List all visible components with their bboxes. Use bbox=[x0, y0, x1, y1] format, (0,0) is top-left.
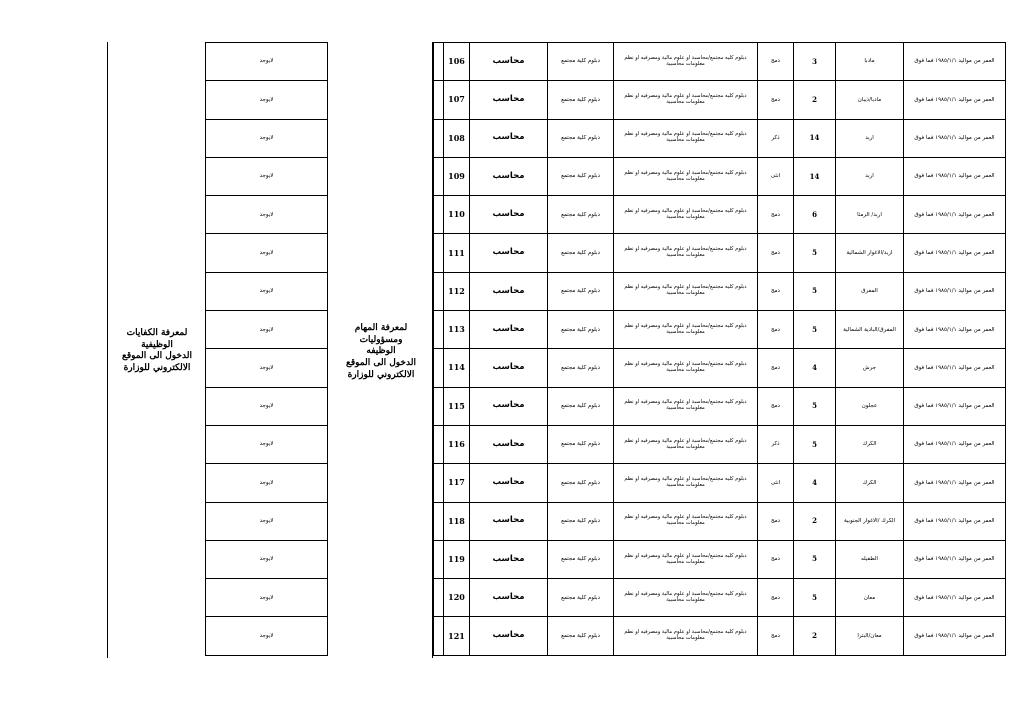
notes-row bbox=[206, 425, 328, 463]
degree-cell: دبلوم كلية مجتمع bbox=[548, 119, 614, 157]
row-number: 119 bbox=[444, 540, 470, 578]
notes-row bbox=[206, 43, 328, 81]
age-cell: العمر من مواليد ١٩٨٥/١/١ فما فوق bbox=[904, 540, 1006, 578]
notes-row bbox=[206, 272, 328, 310]
notes-row bbox=[206, 349, 328, 387]
table-row bbox=[434, 349, 1006, 387]
location-cell: المفرق/البادية الشمالية bbox=[836, 311, 904, 349]
note-cell: لايوجد bbox=[206, 425, 328, 463]
table-row bbox=[434, 234, 1006, 272]
count-cell: 3 bbox=[794, 43, 836, 81]
note-cell: لايوجد bbox=[206, 387, 328, 425]
location-cell: اربد/ الرمثا bbox=[836, 196, 904, 234]
gender-cell: دمج bbox=[758, 579, 794, 617]
gender-cell: ذكر bbox=[758, 425, 794, 463]
table-row bbox=[434, 502, 1006, 540]
note-cell: لايوجد bbox=[206, 234, 328, 272]
table-row bbox=[434, 387, 1006, 425]
job-title: محاسب bbox=[470, 43, 548, 81]
age-cell: العمر من مواليد ١٩٨٥/١/١ فما فوق bbox=[904, 272, 1006, 310]
notes-table bbox=[205, 42, 328, 656]
location-cell: اربد/الاغوار الشمالية bbox=[836, 234, 904, 272]
competencies-line-1: لمعرفة الكفايات الوظيفية bbox=[126, 328, 188, 350]
qualification-cell: دبلوم كليه مجتمع/محاسبة او علوم مالية ومصرفيه او نظم معلومات محاسبية bbox=[614, 43, 758, 81]
gender-cell: دمج bbox=[758, 43, 794, 81]
qualification-cell: دبلوم كليه مجتمع/محاسبة او علوم مالية ومصرفيه او نظم معلومات محاسبية bbox=[614, 119, 758, 157]
gender-cell: دمج bbox=[758, 311, 794, 349]
note-cell: لايوجد bbox=[206, 43, 328, 81]
row-number: 112 bbox=[444, 272, 470, 310]
blank-cell bbox=[434, 81, 444, 119]
location-cell: مادبا bbox=[836, 43, 904, 81]
job-title: محاسب bbox=[470, 196, 548, 234]
count-cell: 5 bbox=[794, 540, 836, 578]
count-cell: 5 bbox=[794, 234, 836, 272]
job-title: محاسب bbox=[470, 81, 548, 119]
notes-row bbox=[206, 387, 328, 425]
row-number: 114 bbox=[444, 349, 470, 387]
job-title: محاسب bbox=[470, 311, 548, 349]
note-cell: لايوجد bbox=[206, 272, 328, 310]
row-number: 106 bbox=[444, 43, 470, 81]
blank-cell bbox=[434, 196, 444, 234]
notes-row bbox=[206, 464, 328, 502]
age-cell: العمر من مواليد ١٩٨٥/١/١ فما فوق bbox=[904, 579, 1006, 617]
row-number: 120 bbox=[444, 579, 470, 617]
notes-row bbox=[206, 311, 328, 349]
competencies-line-3: الالكتروني للوزارة bbox=[123, 363, 191, 374]
count-cell: 6 bbox=[794, 196, 836, 234]
row-number: 108 bbox=[444, 119, 470, 157]
qualification-cell: دبلوم كليه مجتمع/محاسبة او علوم مالية ومصرفيه او نظم معلومات محاسبية bbox=[614, 425, 758, 463]
count-cell: 2 bbox=[794, 617, 836, 655]
location-cell: معان/البترا bbox=[836, 617, 904, 655]
degree-cell: دبلوم كلية مجتمع bbox=[548, 157, 614, 195]
age-cell: العمر من مواليد ١٩٨٥/١/١ فما فوق bbox=[904, 157, 1006, 195]
degree-cell: دبلوم كلية مجتمع bbox=[548, 579, 614, 617]
blank-cell bbox=[434, 119, 444, 157]
blank-cell bbox=[434, 387, 444, 425]
gender-cell: دمج bbox=[758, 234, 794, 272]
notes-row bbox=[206, 502, 328, 540]
table-row bbox=[434, 579, 1006, 617]
blank-cell bbox=[434, 579, 444, 617]
job-title: محاسب bbox=[470, 425, 548, 463]
degree-cell: دبلوم كلية مجتمع bbox=[548, 311, 614, 349]
blank-cell bbox=[434, 617, 444, 655]
job-title: محاسب bbox=[470, 464, 548, 502]
gender-cell: انثى bbox=[758, 157, 794, 195]
notes-row bbox=[206, 617, 328, 655]
blank-cell bbox=[434, 464, 444, 502]
qualification-cell: دبلوم كليه مجتمع/محاسبة او علوم مالية ومصرفيه او نظم معلومات محاسبية bbox=[614, 234, 758, 272]
table-row bbox=[434, 272, 1006, 310]
note-cell: لايوجد bbox=[206, 349, 328, 387]
degree-cell: دبلوم كلية مجتمع bbox=[548, 425, 614, 463]
blank-cell bbox=[434, 502, 444, 540]
location-cell: اربد bbox=[836, 157, 904, 195]
tasks-line-3: الدخول الى الموقع bbox=[346, 358, 416, 369]
note-cell: لايوجد bbox=[206, 196, 328, 234]
row-number: 121 bbox=[444, 617, 470, 655]
job-title: محاسب bbox=[470, 272, 548, 310]
age-cell: العمر من مواليد ١٩٨٥/١/١ فما فوق bbox=[904, 119, 1006, 157]
blank-cell bbox=[434, 272, 444, 310]
notes-row bbox=[206, 579, 328, 617]
count-cell: 5 bbox=[794, 425, 836, 463]
notes-row bbox=[206, 81, 328, 119]
degree-cell: دبلوم كلية مجتمع bbox=[548, 464, 614, 502]
age-cell: العمر من مواليد ١٩٨٥/١/١ فما فوق bbox=[904, 43, 1006, 81]
tasks-line-2: الوظيفه bbox=[366, 346, 396, 357]
row-number: 109 bbox=[444, 157, 470, 195]
location-cell: معان bbox=[836, 579, 904, 617]
job-title: محاسب bbox=[470, 617, 548, 655]
note-cell: لايوجد bbox=[206, 119, 328, 157]
tasks-line-4: الالكتروني للوزارة bbox=[347, 369, 415, 380]
qualification-cell: دبلوم كليه مجتمع/محاسبة او علوم مالية ومصرفيه او نظم معلومات محاسبية bbox=[614, 349, 758, 387]
job-title: محاسب bbox=[470, 119, 548, 157]
qualification-cell: دبلوم كليه مجتمع/محاسبة او علوم مالية ومصرفيه او نظم معلومات محاسبية bbox=[614, 464, 758, 502]
degree-cell: دبلوم كلية مجتمع bbox=[548, 617, 614, 655]
row-number: 118 bbox=[444, 502, 470, 540]
note-cell: لايوجد bbox=[206, 502, 328, 540]
note-cell: لايوجد bbox=[206, 311, 328, 349]
age-cell: العمر من مواليد ١٩٨٥/١/١ فما فوق bbox=[904, 196, 1006, 234]
left-page-border bbox=[107, 42, 108, 658]
qualification-cell: دبلوم كليه مجتمع/محاسبة او علوم مالية ومصرفيه او نظم معلومات محاسبية bbox=[614, 502, 758, 540]
degree-cell: دبلوم كلية مجتمع bbox=[548, 81, 614, 119]
count-cell: 5 bbox=[794, 311, 836, 349]
location-cell: المفرق bbox=[836, 272, 904, 310]
age-cell: العمر من مواليد ١٩٨٥/١/١ فما فوق bbox=[904, 464, 1006, 502]
count-cell: 4 bbox=[794, 349, 836, 387]
table-row bbox=[434, 464, 1006, 502]
age-cell: العمر من مواليد ١٩٨٥/١/١ فما فوق bbox=[904, 311, 1006, 349]
tasks-line-1: لمعرفة المهام ومسؤوليات bbox=[354, 323, 408, 345]
gender-cell: دمج bbox=[758, 502, 794, 540]
table-row bbox=[434, 196, 1006, 234]
gender-cell: دمج bbox=[758, 272, 794, 310]
location-cell: مادبا/ذيبان bbox=[836, 81, 904, 119]
age-cell: العمر من مواليد ١٩٨٥/١/١ فما فوق bbox=[904, 349, 1006, 387]
count-cell: 5 bbox=[794, 579, 836, 617]
degree-cell: دبلوم كلية مجتمع bbox=[548, 272, 614, 310]
row-number: 116 bbox=[444, 425, 470, 463]
age-cell: العمر من مواليد ١٩٨٥/١/١ فما فوق bbox=[904, 387, 1006, 425]
count-cell: 5 bbox=[794, 387, 836, 425]
row-number: 115 bbox=[444, 387, 470, 425]
age-cell: العمر من مواليد ١٩٨٥/١/١ فما فوق bbox=[904, 617, 1006, 655]
location-cell: الكرك bbox=[836, 464, 904, 502]
table-row bbox=[434, 43, 1006, 81]
degree-cell: دبلوم كلية مجتمع bbox=[548, 234, 614, 272]
gender-cell: انثى bbox=[758, 464, 794, 502]
gender-cell: دمج bbox=[758, 617, 794, 655]
tasks-note bbox=[333, 323, 429, 381]
jobs-table bbox=[433, 42, 1006, 656]
table-row bbox=[434, 540, 1006, 578]
blank-cell bbox=[434, 540, 444, 578]
degree-cell: دبلوم كلية مجتمع bbox=[548, 502, 614, 540]
degree-cell: دبلوم كلية مجتمع bbox=[548, 387, 614, 425]
competencies-line-2: الدخول الى الموقع bbox=[122, 351, 192, 362]
row-number: 111 bbox=[444, 234, 470, 272]
competencies-note bbox=[110, 328, 204, 375]
location-cell: جرش bbox=[836, 349, 904, 387]
table-row bbox=[434, 311, 1006, 349]
row-number: 113 bbox=[444, 311, 470, 349]
location-cell: الكرك /الاغوار الجنوبية bbox=[836, 502, 904, 540]
location-cell: الكرك bbox=[836, 425, 904, 463]
notes-row bbox=[206, 157, 328, 195]
age-cell: العمر من مواليد ١٩٨٥/١/١ فما فوق bbox=[904, 502, 1006, 540]
note-cell: لايوجد bbox=[206, 617, 328, 655]
job-title: محاسب bbox=[470, 579, 548, 617]
job-title: محاسب bbox=[470, 234, 548, 272]
count-cell: 5 bbox=[794, 272, 836, 310]
gender-cell: دمج bbox=[758, 387, 794, 425]
qualification-cell: دبلوم كليه مجتمع/محاسبة او علوم مالية ومصرفيه او نظم معلومات محاسبية bbox=[614, 540, 758, 578]
degree-cell: دبلوم كلية مجتمع bbox=[548, 540, 614, 578]
table-row bbox=[434, 425, 1006, 463]
qualification-cell: دبلوم كليه مجتمع/محاسبة او علوم مالية ومصرفيه او نظم معلومات محاسبية bbox=[614, 617, 758, 655]
table-row bbox=[434, 81, 1006, 119]
notes-row bbox=[206, 234, 328, 272]
table-row bbox=[434, 617, 1006, 655]
note-cell: لايوجد bbox=[206, 157, 328, 195]
qualification-cell: دبلوم كليه مجتمع/محاسبة او علوم مالية ومصرفيه او نظم معلومات محاسبية bbox=[614, 272, 758, 310]
table-row bbox=[434, 119, 1006, 157]
notes-row bbox=[206, 119, 328, 157]
table-row bbox=[434, 157, 1006, 195]
blank-cell bbox=[434, 425, 444, 463]
age-cell: العمر من مواليد ١٩٨٥/١/١ فما فوق bbox=[904, 234, 1006, 272]
row-number: 117 bbox=[444, 464, 470, 502]
qualification-cell: دبلوم كليه مجتمع/محاسبة او علوم مالية ومصرفيه او نظم معلومات محاسبية bbox=[614, 387, 758, 425]
note-cell: لايوجد bbox=[206, 81, 328, 119]
blank-cell bbox=[434, 157, 444, 195]
qualification-cell: دبلوم كليه مجتمع/محاسبة او علوم مالية ومصرفيه او نظم معلومات محاسبية bbox=[614, 579, 758, 617]
count-cell: 2 bbox=[794, 81, 836, 119]
qualification-cell: دبلوم كليه مجتمع/محاسبة او علوم مالية ومصرفيه او نظم معلومات محاسبية bbox=[614, 196, 758, 234]
job-title: محاسب bbox=[470, 540, 548, 578]
age-cell: العمر من مواليد ١٩٨٥/١/١ فما فوق bbox=[904, 425, 1006, 463]
job-title: محاسب bbox=[470, 349, 548, 387]
gender-cell: دمج bbox=[758, 540, 794, 578]
gender-cell: دمج bbox=[758, 81, 794, 119]
age-cell: العمر من مواليد ١٩٨٥/١/١ فما فوق bbox=[904, 81, 1006, 119]
blank-cell bbox=[434, 311, 444, 349]
row-number: 110 bbox=[444, 196, 470, 234]
job-title: محاسب bbox=[470, 387, 548, 425]
row-number: 107 bbox=[444, 81, 470, 119]
degree-cell: دبلوم كلية مجتمع bbox=[548, 196, 614, 234]
location-cell: عجلون bbox=[836, 387, 904, 425]
location-cell: اربد bbox=[836, 119, 904, 157]
blank-cell bbox=[434, 349, 444, 387]
qualification-cell: دبلوم كليه مجتمع/محاسبة او علوم مالية ومصرفيه او نظم معلومات محاسبية bbox=[614, 81, 758, 119]
count-cell: 4 bbox=[794, 464, 836, 502]
count-cell: 14 bbox=[794, 157, 836, 195]
gender-cell: ذكر bbox=[758, 119, 794, 157]
job-title: محاسب bbox=[470, 502, 548, 540]
count-cell: 2 bbox=[794, 502, 836, 540]
notes-row bbox=[206, 196, 328, 234]
count-cell: 14 bbox=[794, 119, 836, 157]
notes-row bbox=[206, 540, 328, 578]
note-cell: لايوجد bbox=[206, 540, 328, 578]
job-title: محاسب bbox=[470, 157, 548, 195]
blank-cell bbox=[434, 234, 444, 272]
qualification-cell: دبلوم كليه مجتمع/محاسبة او علوم مالية ومصرفيه او نظم معلومات محاسبية bbox=[614, 311, 758, 349]
gender-cell: دمج bbox=[758, 196, 794, 234]
qualification-cell: دبلوم كليه مجتمع/محاسبة او علوم مالية ومصرفيه او نظم معلومات محاسبية bbox=[614, 157, 758, 195]
note-cell: لايوجد bbox=[206, 464, 328, 502]
blank-cell bbox=[434, 43, 444, 81]
location-cell: الطفيله bbox=[836, 540, 904, 578]
gender-cell: دمج bbox=[758, 349, 794, 387]
note-cell: لايوجد bbox=[206, 579, 328, 617]
degree-cell: دبلوم كلية مجتمع bbox=[548, 349, 614, 387]
degree-cell: دبلوم كلية مجتمع bbox=[548, 43, 614, 81]
